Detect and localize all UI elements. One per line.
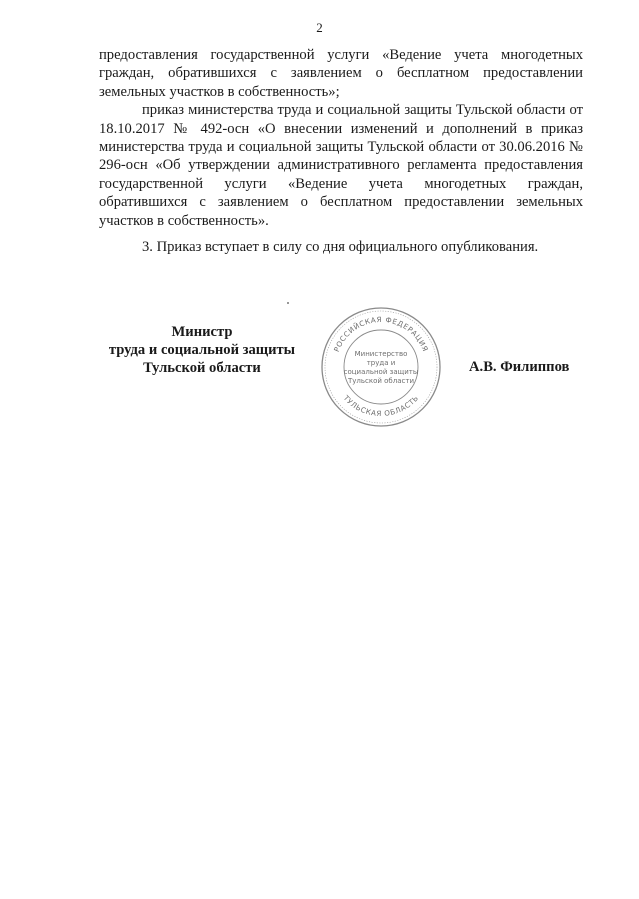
paragraph-order-reference: приказ министерства труда и социальной защиты Тульской области от 18.10.2017 № 492-осн «О внесении изменений и дополнений в приказ министерства труда и социальной защиты Тульской области от 30.06.2016 № 296-осн «Об утверждении административного регламента предоставления государственной услуги «Ведение учета многодетных граждан, обратившихся с заявлением о бесплатном предоставлении земельных участков в собственность». (99, 102, 583, 229)
signer-title-line-3: Тульской области (143, 360, 261, 376)
signer-title (96, 323, 308, 377)
seal-center-line-4: Тульской области (348, 377, 414, 385)
clause-3: 3. Приказ вступает в силу со дня официального опубликования. (142, 239, 539, 255)
seal-outer-ring (322, 308, 440, 426)
seal-outer-top-text: РОССИЙСКАЯ ФЕДЕРАЦИЯ (331, 314, 431, 354)
official-seal (319, 305, 443, 429)
scan-speck (287, 302, 289, 304)
seal-center-line-1: Министерство (354, 350, 408, 358)
paragraph-continuation: предоставления государственной услуги «Ведение учета многодетных граждан, обратившихся с заявлением о бесплатном предоставлении земельных участков в собственность»; (99, 47, 583, 100)
seal-center-line-2: труда и (366, 359, 396, 367)
signer-title-line-2: труда и социальной защиты (108, 342, 296, 358)
signer-name: А.В. Филиппов (469, 359, 570, 375)
seal-dotted-ring (325, 311, 437, 423)
page-number: 2 (316, 20, 323, 35)
body-text (99, 46, 583, 230)
signer-title-line-1: Министр (171, 324, 233, 340)
seal-outer-bottom-text: ТУЛЬСКАЯ ОБЛАСТЬ (341, 393, 421, 419)
seal-center-line-3: социальной защиты (343, 368, 419, 376)
seal-inner-ring (344, 330, 418, 404)
